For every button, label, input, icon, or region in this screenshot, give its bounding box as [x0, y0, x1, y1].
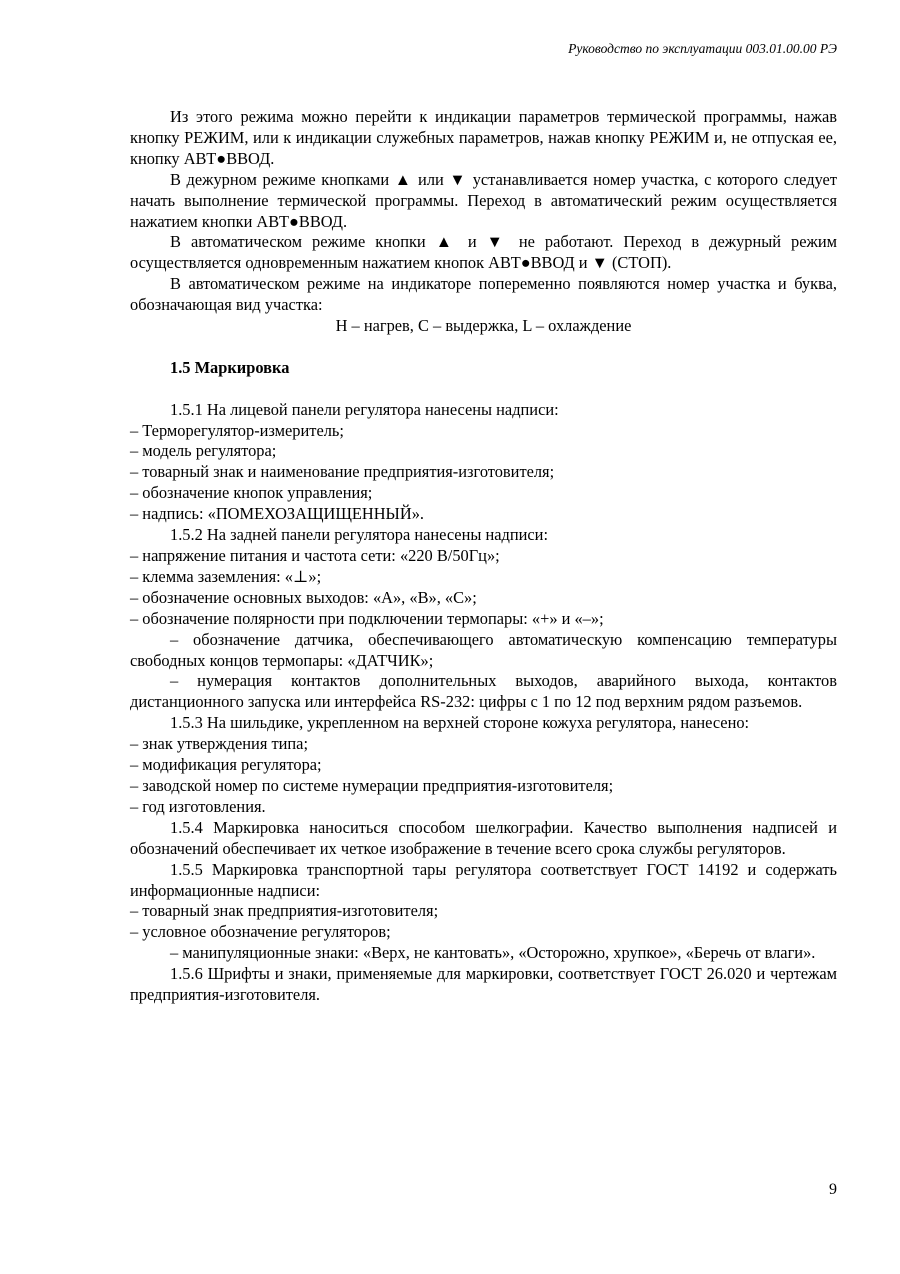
list-item: – обозначение полярности при подключении термопары: «+» и «–»; [130, 608, 604, 628]
list-item: – модель регулятора; [130, 441, 277, 461]
subsection-1-5-2-title: 1.5.2 На задней панели регулятора нанесены надписи: [170, 525, 548, 545]
list-item: – модификация регулятора; [130, 755, 322, 775]
list-item: – товарный знак предприятия-изготовителя; [130, 901, 439, 921]
page-number: 9 [829, 1181, 837, 1198]
intro-paragraph-4: В автоматическом режиме на индикаторе попеременно появляются номер участка и буква, обозначающая вид участка: [130, 274, 837, 315]
intro-paragraph-3: В автоматическом режиме кнопки ▲ и ▼ не работают. Переход в дежурный режим осуществляется одновременным нажатием кнопок АВТ●ВВОД и ▼ (СТОП). [130, 232, 837, 273]
intro-paragraph-1: Из этого режима можно перейти к индикации параметров термической программы, нажав кнопку РЕЖИМ, или к индикации служебных параметров, нажав кнопку РЕЖИМ и, не отпуская ее, кнопку АВТ●ВВОД. [130, 107, 837, 168]
list-item: – напряжение питания и частота сети: «220 В/50Гц»; [130, 546, 500, 565]
subsection-1-5-6: 1.5.6 Шрифты и знаки, применяемые для маркировки, соответствует ГОСТ 26.020 и чертежам предприятия-изготовителя. [130, 964, 837, 1005]
list-item: – надпись: «ПОМЕХОЗАЩИЩЕННЫЙ». [130, 504, 424, 524]
list-item: – обозначение основных выходов: «А», «В», «С»; [130, 587, 477, 607]
list-item: – условное обозначение регуляторов; [130, 922, 391, 942]
spacer [130, 379, 837, 400]
list-item: – манипуляционные знаки: «Верх, не кантовать», «Осторожно, хрупкое», «Беречь от влаги». [170, 943, 816, 963]
list-item: – Терморегулятор-измеритель; [130, 420, 344, 440]
list-item: – заводской номер по системе нумерации предприятия-изготовителя; [130, 775, 614, 795]
subsection-1-5-4: 1.5.4 Маркировка наноситься способом шелкографии. Качество выполнения надписей и обозначений обеспечивает их четкое изображение в течение всего срока службы регуляторов. [130, 817, 837, 858]
list-item: – клемма заземления: «⊥»; [130, 566, 322, 586]
list-item: – год изготовления. [130, 796, 266, 816]
page-body [130, 107, 837, 1006]
subsection-1-5-5-title: 1.5.5 Маркировка транспортной тары регулятора соответствует ГОСТ 14192 и содержать информационные надписи: [130, 859, 837, 900]
subsection-1-5-3-title: 1.5.3 На шильдике, укрепленном на верхней стороне кожуха регулятора, нанесено: [170, 713, 750, 733]
intro-paragraph-2: В дежурном режиме кнопками ▲ или ▼ устанавливается номер участка, с которого следует начать выполнение термической программы. Переход в автоматический режим осуществляется нажатием кнопки АВТ●ВВОД. [130, 169, 837, 231]
list-item: – знак утверждения типа; [130, 734, 308, 754]
list-item: – товарный знак и наименование предприятия-изготовителя; [130, 462, 555, 482]
list-item: – обозначение кнопок управления; [130, 483, 373, 503]
spacer [130, 337, 837, 358]
running-header: Руководство по эксплуатации 003.01.00.00 РЭ [568, 41, 837, 56]
segment-type-legend: Н – нагрев, С – выдержка, L – охлаждение [335, 316, 632, 336]
list-item: – нумерация контактов дополнительных выходов, аварийного выхода, контактов дистанционного запуска или интерфейса RS-232: цифры с 1 по 12 под верхним рядом разъемов. [130, 671, 837, 712]
subsection-1-5-1-title: 1.5.1 На лицевой панели регулятора нанесены надписи: [170, 399, 559, 419]
list-item: – обозначение датчика, обеспечивающего автоматическую компенсацию температуры свободных концов термопары: «ДАТЧИК»; [130, 629, 837, 670]
section-heading: 1.5 Маркировка [170, 357, 290, 377]
